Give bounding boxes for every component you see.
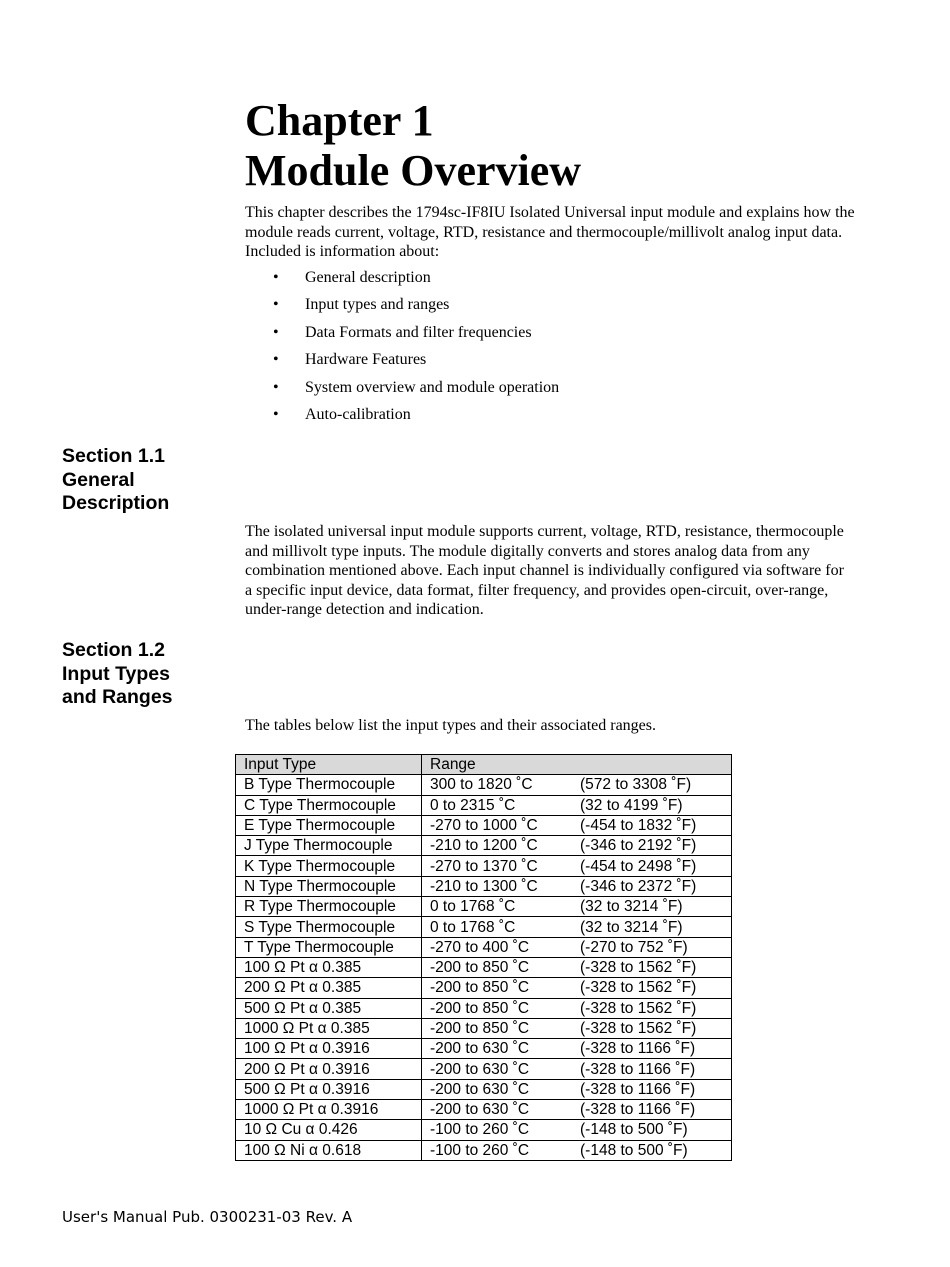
section-heading-line: Description: [62, 492, 170, 514]
section-heading-line: Section 1.2: [62, 639, 165, 661]
section-1-1-paragraph: The isolated universal input module supports current, voltage, RTD, resistance, thermocouple and millivolt type inputs. The module digitally converts and stores analog data from any combination mentioned above. Each input channel is individually configured via software for a specific input device, data format, filter frequency, and provides open-circuit, over-range, under-range detection and indication.: [245, 523, 844, 618]
column-header-input-type: Input Type: [236, 755, 422, 775]
list-item: • Input types and ranges: [245, 293, 559, 320]
range-celsius: -210 to 1200 ˚C: [430, 837, 538, 855]
range-cell: [422, 917, 732, 937]
range-celsius: -200 to 850 ˚C: [430, 959, 530, 977]
section-heading-line: Input Types: [62, 662, 170, 685]
range-fahrenheit: (-328 to 1562 ˚F): [580, 999, 697, 1017]
input-type-cell: 500 Ω Pt α 0.385: [236, 998, 422, 1018]
range-cell: [422, 876, 732, 896]
range-celsius: -100 to 260 ˚C: [430, 1121, 530, 1139]
table-row: [236, 1079, 732, 1099]
input-type-cell: 100 Ω Pt α 0.385: [236, 957, 422, 977]
range-fahrenheit: (32 to 3214 ˚F): [580, 918, 683, 936]
range-celsius: 0 to 1768 ˚C: [430, 898, 516, 916]
list-item: • General description: [245, 266, 559, 293]
table-row: [236, 957, 732, 977]
table-row: [236, 998, 732, 1018]
input-type-cell: J Type Thermocouple: [236, 836, 422, 856]
input-type-cell: 100 Ω Pt α 0.3916: [236, 1039, 422, 1059]
input-type-cell: 1000 Ω Pt α 0.385: [236, 1018, 422, 1038]
chapter-name: Module Overview: [245, 146, 582, 195]
range-fahrenheit: (572 to 3308 ˚F): [580, 776, 692, 794]
range-cell: [422, 815, 732, 835]
range-fahrenheit: (-328 to 1166 ˚F): [580, 1101, 696, 1119]
range-cell: [422, 1059, 732, 1079]
page-footer: User's Manual Pub. 0300231-03 Rev. A: [62, 1208, 353, 1226]
table-header-row: [236, 755, 732, 775]
input-type-cell: N Type Thermocouple: [236, 876, 422, 896]
table-row: [236, 1120, 732, 1140]
range-fahrenheit: (32 to 3214 ˚F): [580, 898, 683, 916]
range-fahrenheit: (-148 to 500 ˚F): [580, 1141, 688, 1159]
range-cell: [422, 957, 732, 977]
range-fahrenheit: (-328 to 1562 ˚F): [580, 1020, 697, 1037]
range-celsius: -200 to 630 ˚C: [430, 1040, 530, 1058]
table-row: [236, 815, 732, 835]
range-cell: [422, 1140, 732, 1160]
input-type-cell: 100 Ω Ni α 0.618: [236, 1140, 422, 1160]
table-row: [236, 1018, 732, 1038]
range-celsius: -210 to 1300 ˚C: [430, 877, 538, 895]
range-fahrenheit: (-328 to 1166 ˚F): [580, 1060, 696, 1078]
input-type-cell: 200 Ω Pt α 0.385: [236, 978, 422, 998]
range-cell: [422, 937, 732, 957]
range-fahrenheit: (-346 to 2372 ˚F): [580, 877, 697, 895]
input-type-cell: 500 Ω Pt α 0.3916: [236, 1079, 422, 1099]
range-fahrenheit: (-328 to 1562 ˚F): [580, 959, 697, 977]
input-type-cell: B Type Thermocouple: [236, 775, 422, 795]
input-type-cell: 1000 Ω Pt α 0.3916: [236, 1100, 422, 1120]
chapter-number: Chapter 1: [245, 96, 434, 145]
range-celsius: -200 to 630 ˚C: [430, 1080, 530, 1098]
intro-paragraph: This chapter describes the 1794sc-IF8IU Isolated Universal input module and explains how the module reads current, voltage, RTD, resistance and thermocouple/millivolt analog input data. Included is information about:: [245, 204, 855, 260]
table-row: [236, 1100, 732, 1120]
range-cell: [422, 897, 732, 917]
range-cell: [422, 836, 732, 856]
section-1-1-heading: [62, 445, 222, 516]
table-row: [236, 775, 732, 795]
range-celsius: 0 to 1768 ˚C: [430, 918, 516, 936]
range-fahrenheit: (-328 to 1562 ˚F): [580, 979, 697, 997]
input-type-cell: 200 Ω Pt α 0.3916: [236, 1059, 422, 1079]
range-cell: [422, 856, 732, 876]
table-row: [236, 937, 732, 957]
table-body: [236, 775, 732, 1161]
range-celsius: -270 to 400 ˚C: [430, 938, 530, 956]
range-celsius: 300 to 1820 ˚C: [430, 776, 533, 794]
range-cell: [422, 1100, 732, 1120]
range-celsius: -200 to 630 ˚C: [430, 1101, 530, 1119]
input-type-cell: E Type Thermocouple: [236, 815, 422, 835]
range-celsius: -200 to 850 ˚C: [430, 999, 530, 1017]
section-heading-line: Section 1.1: [62, 445, 165, 467]
list-item: • Hardware Features: [245, 348, 559, 375]
table-row: [236, 1140, 732, 1160]
range-fahrenheit: (-148 to 500 ˚F): [580, 1121, 688, 1139]
section-heading-line: and Ranges: [62, 686, 173, 708]
table-row: [236, 1039, 732, 1059]
input-type-cell: R Type Thermocouple: [236, 897, 422, 917]
table-row: [236, 1059, 732, 1079]
chapter-title: [245, 96, 581, 196]
table-row: [236, 836, 732, 856]
list-item: • Data Formats and filter frequencies: [245, 321, 559, 348]
range-fahrenheit: (-328 to 1166 ˚F): [580, 1080, 696, 1098]
input-type-cell: S Type Thermocouple: [236, 917, 422, 937]
section-1-2-paragraph: The tables below list the input types and their associated ranges.: [245, 717, 656, 734]
range-fahrenheit: (-454 to 2498 ˚F): [580, 857, 697, 875]
section-heading-line: General: [62, 468, 135, 491]
range-celsius: -200 to 630 ˚C: [430, 1060, 530, 1078]
topic-list: [245, 266, 559, 430]
range-cell: [422, 1120, 732, 1140]
range-fahrenheit: (32 to 4199 ˚F): [580, 796, 683, 814]
range-cell: [422, 775, 732, 795]
input-type-cell: T Type Thermocouple: [236, 937, 422, 957]
table-row: [236, 917, 732, 937]
list-item: • Auto-calibration: [245, 403, 559, 430]
range-fahrenheit: (-270 to 752 ˚F): [580, 938, 688, 956]
range-cell: [422, 1079, 732, 1099]
range-celsius: -200 to 850 ˚C: [430, 1020, 530, 1037]
table-row: [236, 856, 732, 876]
range-celsius: -270 to 1370 ˚C: [430, 857, 538, 875]
range-celsius: 0 to 2315 ˚C: [430, 796, 516, 814]
range-celsius: -200 to 850 ˚C: [430, 979, 530, 997]
input-type-cell: C Type Thermocouple: [236, 795, 422, 815]
table-row: [236, 876, 732, 896]
range-fahrenheit: (-346 to 2192 ˚F): [580, 837, 697, 855]
range-cell: [422, 1039, 732, 1059]
range-cell: [422, 978, 732, 998]
input-type-cell: K Type Thermocouple: [236, 856, 422, 876]
list-item: • System overview and module operation: [245, 376, 559, 403]
range-cell: [422, 795, 732, 815]
table-row: [236, 795, 732, 815]
range-celsius: -100 to 260 ˚C: [430, 1141, 530, 1159]
table-row: [236, 978, 732, 998]
table-row: [236, 897, 732, 917]
section-1-2-heading: [62, 639, 222, 710]
input-ranges-table: [235, 754, 732, 1161]
range-cell: [422, 998, 732, 1018]
range-cell: [422, 1018, 732, 1038]
input-type-cell: 10 Ω Cu α 0.426: [236, 1120, 422, 1140]
column-header-range: Range: [422, 755, 732, 775]
range-fahrenheit: (-328 to 1166 ˚F): [580, 1040, 696, 1058]
range-fahrenheit: (-454 to 1832 ˚F): [580, 817, 697, 835]
range-celsius: -270 to 1000 ˚C: [430, 817, 538, 835]
